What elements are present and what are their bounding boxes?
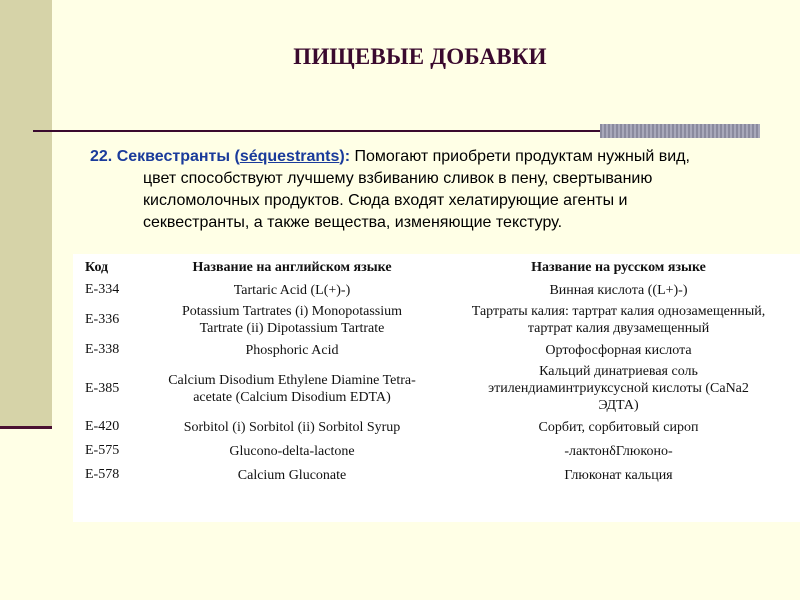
- cell-code: E-334: [85, 282, 120, 297]
- cell-code: E-420: [85, 419, 120, 434]
- paragraph-text: Помогают приобрети продуктам нужный вид,: [350, 148, 690, 165]
- cell-russian-name-line: Глюконат кальция: [564, 467, 673, 483]
- divider-accent-block: [600, 124, 760, 138]
- cell-code: E-578: [85, 467, 120, 482]
- cell-english-name-line: Calcium Gluconate: [237, 467, 347, 483]
- cell-english-name: [147, 338, 437, 362]
- cell-english-name-line: Potassium Tartrates (i) Monopotassium: [181, 304, 403, 319]
- cell-russian-name-line: Тартраты калия: тартрат калия однозамещенный,: [471, 304, 766, 319]
- cell-english-name: [147, 463, 437, 487]
- additives-table-panel: [73, 254, 800, 522]
- cell-english-name-line: Glucono-delta-lactone: [229, 443, 355, 459]
- cell-english-name-line: Sorbitol (i) Sorbitol (ii) Sorbitol Syrup: [183, 419, 401, 435]
- cell-code: E-385: [85, 380, 120, 396]
- description-paragraph: [90, 146, 770, 234]
- header-code: Код: [85, 260, 109, 275]
- section-number-label: 22. Секвестранты (: [90, 148, 240, 165]
- cell-russian-name-line: тартрат калия двузамещенный: [527, 321, 710, 336]
- term-close: ):: [339, 148, 351, 165]
- table-row: [73, 362, 800, 415]
- cell-english-name: [147, 302, 437, 338]
- cell-russian-name-line: Кальций динатриевая соль: [539, 364, 698, 379]
- table-row: [73, 338, 800, 362]
- additives-table: [73, 254, 800, 487]
- cell-english-name: [147, 439, 437, 463]
- cell-english-name: [147, 362, 437, 415]
- cell-russian-name-line: Ортофосфорная кислота: [545, 342, 692, 358]
- cell-english-name-line: Calcium Disodium Ethylene Diamine Tetra-: [168, 372, 416, 388]
- table-header-row: [73, 254, 800, 278]
- cell-english-name: [147, 278, 437, 302]
- cell-russian-name: [437, 463, 800, 487]
- cell-english-name-line: acetate (Calcium Disodium EDTA): [193, 389, 391, 405]
- table-row: [73, 463, 800, 487]
- cell-russian-name: [437, 439, 800, 463]
- cell-code: E-338: [85, 342, 120, 357]
- cell-code: E-336: [85, 312, 120, 327]
- page-title: ПИЩЕВЫЕ ДОБАВКИ: [293, 44, 547, 69]
- cell-russian-name-line: этилендиаминтриуксусной кислоты (CaNa2: [488, 381, 749, 396]
- cell-english-name-line: Phosphoric Acid: [245, 342, 339, 358]
- table-body: [73, 278, 800, 487]
- paragraph-line: кисломолочных продуктов. Сюда входят хелатирующие агенты и: [143, 192, 628, 209]
- cell-russian-name: [437, 338, 800, 362]
- cell-russian-name-line: Сорбит, сорбитовый сироп: [538, 419, 699, 435]
- cell-russian-name: [437, 415, 800, 439]
- table-row: [73, 302, 800, 338]
- header-english-name: Название на английском языке: [192, 260, 392, 275]
- cell-english-name: [147, 415, 437, 439]
- english-term: séquestrants: [239, 148, 340, 165]
- cell-russian-name-line: Винная кислота ((L+)-): [549, 282, 688, 298]
- paragraph-first-line: [90, 146, 770, 168]
- table-row: [73, 278, 800, 302]
- cell-russian-name: [437, 302, 800, 338]
- cell-code: E-575: [85, 443, 120, 458]
- paragraph-line: цвет способствуют лучшему взбиванию сливок в пену, свертыванию: [143, 170, 653, 187]
- cell-russian-name-line: ЭДТА): [598, 398, 639, 413]
- cell-english-name-line: Tartrate (ii) Dipotassium Tartrate: [199, 321, 385, 336]
- table-row: [73, 415, 800, 439]
- cell-english-name-line: Tartaric Acid (L(+)-): [233, 282, 351, 298]
- cell-russian-name: [437, 278, 800, 302]
- cell-russian-name: [437, 362, 800, 415]
- header-russian-name: Название на русском языке: [531, 260, 706, 275]
- cell-russian-name-line: -лактонδГлюконо-: [564, 443, 673, 459]
- side-decor-line: [0, 426, 52, 429]
- paragraph-line: секвестранты, а также вещества, изменяющие текстуру.: [143, 214, 563, 231]
- table-row: [73, 439, 800, 463]
